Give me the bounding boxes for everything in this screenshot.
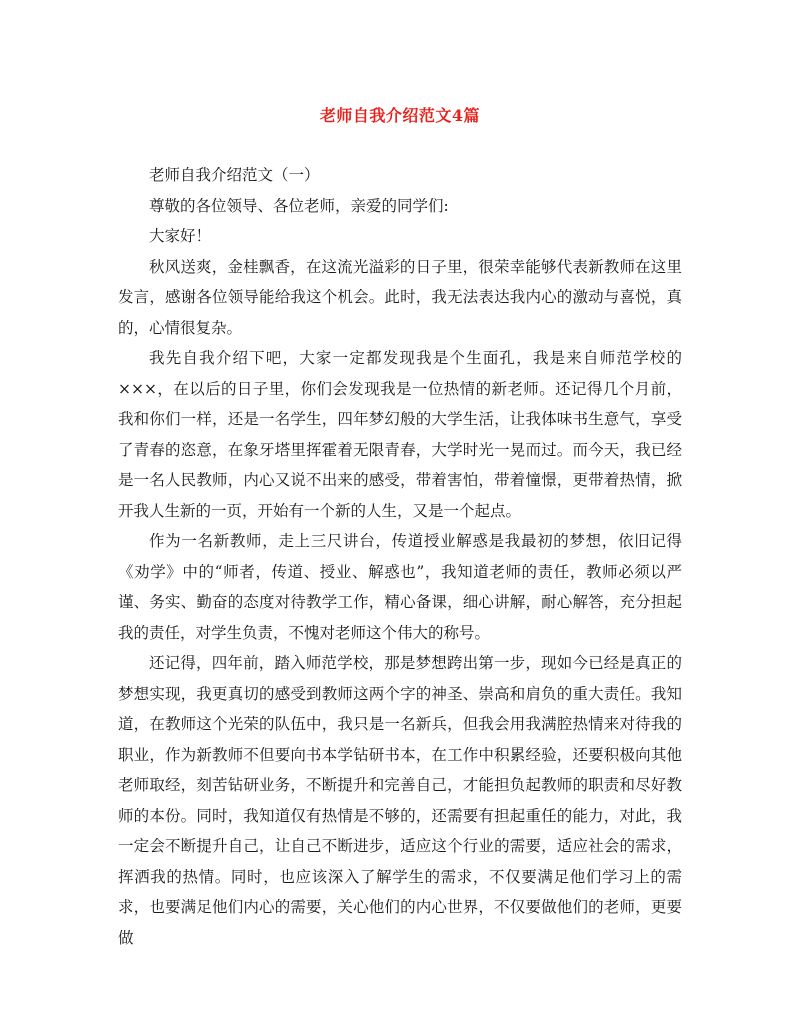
- greeting: 大家好！: [149, 227, 212, 245]
- salutation: 尊敬的各位领导、各位老师，亲爱的同学们:: [149, 196, 449, 215]
- section-heading: 老师自我介绍范文（一）: [149, 166, 320, 184]
- paragraph: 还记得，四年前，踏入师范学校，那是梦想跨出第一步，现如今已经是真正的梦想实现，我更真切的感受到教师这两个字的神圣、崇高和肩负的重大责任。我知道，在教师这个光荣的队伍中，我只是一名新兵，但我会用我满腔热情来对待我的职业，作为新教师不但要向书本学钻研书本，在工作中积累经验，还要积极向其他老师取经，刻苦钻研业务，不断提升和完善自己，才能担负起教师的职责和尽好教师的本份。同时，我知道仅有热情是不够的，还需要有担起重任的能力，对此，我一定会不断提升自己，让自己不断进步，适应这个行业的需要，适应社会的需求，挥洒我的热情。同时，也应该深入了解学生的需求，不仅要满足他们学习上的需求，也要满足他们内心的需要，关心他们的内心世界，不仅要做他们的老师，更要做: [118, 654, 682, 947]
- paragraph: 作为一名新教师，走上三尺讲台，传道授业解惑是我最初的梦想，依旧记得《劝学》中的“师者，传道、授业、解惑也”，我知道老师的责任，教师必须以严谨、务实、勤奋的态度对待教学工作，精心备课，细心讲解，耐心解答，充分担起我的责任，对学生负责，不愧对老师这个伟大的称号。: [118, 532, 682, 642]
- document-body: [118, 160, 682, 953]
- paragraph: 我先自我介绍下吧，大家一定都发现我是个生面孔，我是来自师范学校的×××，在以后的日子里，你们会发现我是一位热情的新老师。还记得几个月前，我和你们一样，还是一名学生，四年梦幻般的大学生活，让我体味书生意气，享受了青春的恣意，在象牙塔里挥霍着无限青春，大学时光一晃而过。而今天，我已经是一名人民教师，内心又说不出来的感受，带着害怕，带着憧憬，更带着热情，掀开我人生新的一页，开始有一个新的人生，又是一个起点。: [118, 349, 682, 520]
- paragraph: 秋风送爽，金桂飘香，在这流光溢彩的日子里，很荣幸能够代表新教师在这里发言，感谢各位领导能给我这个机会。此时，我无法表达我内心的激动与喜悦，真的，心情很复杂。: [118, 257, 682, 337]
- document-title: 老师自我介绍范文4篇: [319, 106, 481, 125]
